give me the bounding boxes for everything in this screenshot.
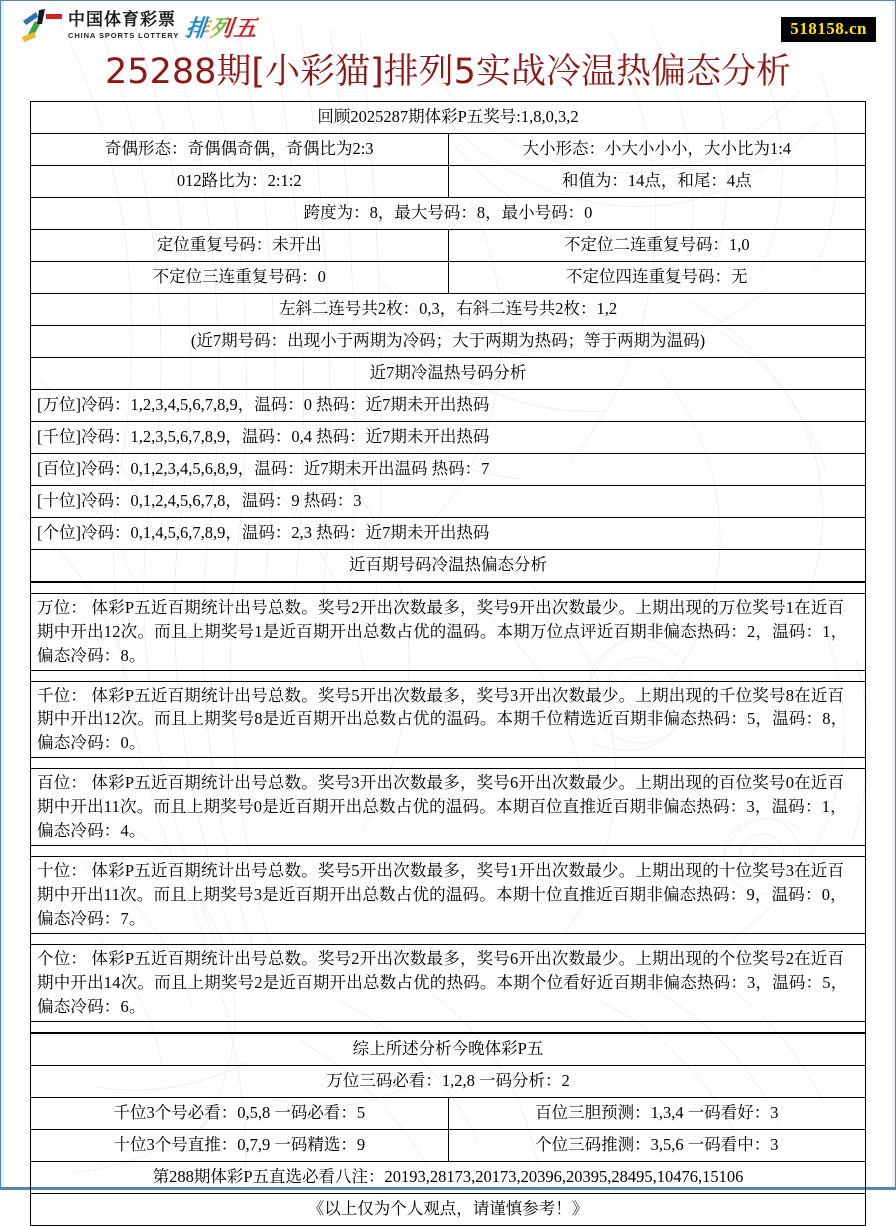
table-row <box>31 517 866 549</box>
summary-heading: 综上所述分析今晚体彩P五 <box>31 1033 866 1065</box>
table-row <box>31 229 866 261</box>
summary-table <box>30 1033 866 1226</box>
nonpositional-two-repeat: 不定位二连重复号码：1,0 <box>448 229 866 261</box>
hundred-period-bai: 百位： 体彩P五近百期统计出号总数。奖号3开出次数最多，奖号6开出次数最少。上期出现的百位奖号0在近百期中开出11次。而且上期奖号0是近百期开出总数占优的温码。本期百位直推近百期非偏态热码：3，温码：1，偏态冷码：4。 <box>31 769 866 846</box>
logo-wordmark <box>68 12 179 40</box>
table-row <box>31 389 866 421</box>
sum-value: 和值为：14点，和尾：4点 <box>448 165 866 197</box>
table-row-section100-heading <box>31 549 866 581</box>
seven-period-shi: [十位]冷码：0,1,2,4,5,6,7,8，温码：9 热码：3 <box>31 485 866 517</box>
summary-ge: 个位三码推测：3,5,6 一码看中：3 <box>448 1129 866 1161</box>
logo-game-name: 排列五 <box>184 10 259 43</box>
table-row <box>31 769 866 846</box>
parity-form: 奇偶形态：奇偶偶奇偶，奇偶比为2:3 <box>31 133 449 165</box>
table-row <box>31 1193 866 1225</box>
spacer <box>31 846 866 857</box>
table-row <box>31 133 866 165</box>
spacer <box>31 933 866 944</box>
span-max-min: 跨度为：8，最大号码：8，最小号码：0 <box>31 197 866 229</box>
table-row <box>31 421 866 453</box>
seven-period-wan: [万位]冷码：1,2,3,4,5,6,7,8,9，温码：0 热码：近7期未开出热码 <box>31 389 866 421</box>
table-row <box>31 857 866 934</box>
table-row <box>31 1097 866 1129</box>
summary-wan: 万位三码必看：1,2,8 一码分析：2 <box>31 1065 866 1097</box>
spacer <box>31 670 866 681</box>
table-row-section7-heading <box>31 357 866 389</box>
seven-period-bai: [百位]冷码：0,1,2,3,4,5,6,8,9，温码：近7期未开出温码 热码：7 <box>31 453 866 485</box>
disclaimer: 《以上仅为个人观点，请谨慎参考！》 <box>31 1193 866 1225</box>
table-row <box>31 197 866 229</box>
logo-english-name: CHINA SPORTS LOTTERY <box>68 31 180 41</box>
section-7-heading: 近7期冷温热号码分析 <box>31 357 866 389</box>
hundred-period-paragraph-table <box>30 582 866 1033</box>
table-row <box>31 261 866 293</box>
hundred-period-shi: 十位： 体彩P五近百期统计出号总数。奖号5开出次数最多，奖号1开出次数最少。上期出现的十位奖号3在近百期中开出11次。而且上期奖号3是近百期开出总数占优的温码。本期十位直推近百期非偏态热码：9，温码：0，偏态冷码：7。 <box>31 857 866 934</box>
table-row <box>31 485 866 517</box>
review-headline: 回顾2025287期体彩P五奖号:1,8,0,3,2 <box>31 101 866 133</box>
table-row <box>31 681 866 758</box>
spacer <box>31 1021 866 1032</box>
site-header <box>8 1 888 53</box>
hundred-period-qian: 千位： 体彩P五近百期统计出号总数。奖号5开出次数最多，奖号3开出次数最少。上期出现的千位奖号8在近百期中开出12次。而且上期奖号8是近百期开出总数占优的温码。本期千位精选近百期非偏态热码：5，温码：8，偏态冷码：0。 <box>31 681 866 758</box>
logo-chinese-name: 中国体育彩票 <box>68 10 176 31</box>
size-form: 大小形态：小大小小小，大小比为1:4 <box>448 133 866 165</box>
route-012-ratio: 012路比为：2:1:2 <box>31 165 449 197</box>
hundred-period-wan: 万位： 体彩P五近百期统计出号总数。奖号2开出次数最多，奖号9开出次数最少。上期出现的万位奖号1在近百期中开出12次。而且上期奖号1是近百期开出总数占优的温码。本期万位点评近百期非偏态热码：2，温码：1，偏态冷码：8。 <box>31 593 866 670</box>
positional-repeat: 定位重复号码：未开出 <box>31 229 449 261</box>
sports-lottery-emblem-icon <box>20 8 64 44</box>
analysis-table <box>30 101 866 582</box>
lottery-logo <box>20 8 258 44</box>
hundred-period-ge: 个位： 体彩P五近百期统计出号总数。奖号2开出次数最多，奖号6开出次数最少。上期出现的个位奖号2在近百期中开出14次。而且上期奖号2是近百期开出总数占优的热码。本期个位看好近百期非偏态热码：3，温码：5，偏态冷码：6。 <box>31 944 866 1021</box>
table-row <box>31 1161 866 1193</box>
spacer <box>31 582 866 593</box>
diagonal-pairs: 左斜二连号共2枚：0,3，右斜二连号共2枚：1,2 <box>31 293 866 325</box>
table-row <box>31 1129 866 1161</box>
cold-warm-hot-legend: (近7期号码：出现小于两期为冷码；大于两期为热码；等于两期为温码) <box>31 325 866 357</box>
table-row <box>31 453 866 485</box>
seven-period-ge: [个位]冷码：0,1,4,5,6,7,8,9，温码：2,3 热码：近7期未开出热码 <box>31 517 866 549</box>
table-row <box>31 944 866 1021</box>
summary-bai: 百位三胆预测：1,3,4 一码看好：3 <box>448 1097 866 1129</box>
summary-shi: 十位3个号直推：0,7,9 一码精选：9 <box>31 1129 449 1161</box>
table-row <box>31 1065 866 1097</box>
table-row-review-headline <box>31 101 866 133</box>
seven-period-qian: [千位]冷码：1,2,3,5,6,7,8,9，温码：0,4 热码：近7期未开出热码 <box>31 421 866 453</box>
table-row <box>31 593 866 670</box>
nonpositional-four-repeat: 不定位四连重复号码：无 <box>448 261 866 293</box>
table-row-summary-heading <box>31 1033 866 1065</box>
nonpositional-three-repeat: 不定位三连重复号码：0 <box>31 261 449 293</box>
site-watermark-badge: 518158.cn <box>781 17 876 42</box>
summary-qian: 千位3个号必看：0,5,8 一码必看：5 <box>31 1097 449 1129</box>
table-row <box>31 293 866 325</box>
table-row <box>31 165 866 197</box>
section-100-heading: 近百期号码冷温热偏态分析 <box>31 549 866 581</box>
direct-bets: 第288期体彩P五直选必看八注：20193,28173,20173,20396,20395,28495,10476,15106 <box>31 1161 866 1193</box>
spacer <box>31 758 866 769</box>
page-title: 25288期[小彩猫]排列5实战冷温热偏态分析 <box>105 52 791 92</box>
table-row <box>31 325 866 357</box>
